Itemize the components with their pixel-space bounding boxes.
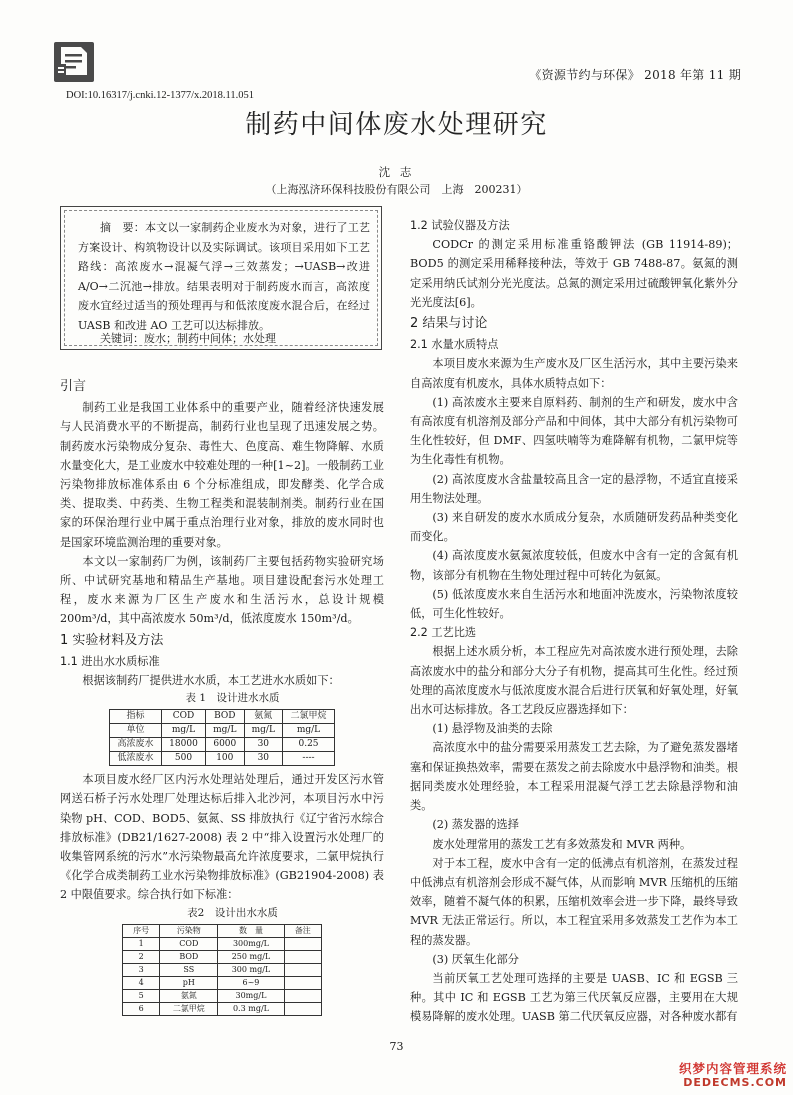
section-2-2-paragraph: 根据上述水质分析，本工程应先对高浓废水进行预处理，去除高浓废水中的盐分和部分大分子有机物，提高其可生化性。经过预处理的高浓度废水与低浓度废水混合后进行厌氧和好氧处理，好氧出水可达标排放。各工艺段反应器选择如下： [410,645,738,717]
table-2-caption: 表2 设计出水水质 [187,906,278,919]
table-row [123,950,322,963]
table-cell: 数 量 [218,924,284,937]
table-row [110,724,335,738]
table-cell: 单位 [110,724,162,738]
section-1-heading: 1 实验材料及方法 [60,632,164,648]
table-cell: 30mg/L [218,989,284,1002]
affiliation: （上海泓济环保科技股份有限公司 上海 200231） [265,183,528,196]
list-item: (3) 来自研发的废水水质成分复杂，水质随研发药品种类变化而变化。 [410,511,738,544]
table-cell [284,937,321,950]
table-cell: 500 [161,752,205,766]
section-2-1-paragraph: 本项目废水来源为生产废水及厂区生活污水，其中主要污染来自高浓度有机废水，具体水质特点如下： [410,357,738,390]
section-2-1-heading: 2.1 水量水质特点 [410,338,499,352]
journal-logo-icon [52,40,96,84]
paper-title: 制药中间体废水处理研究 [245,110,548,140]
table-cell [284,963,321,976]
keywords: 关键词：废水；制药中间体；水处理 [100,332,276,345]
list-item: (5) 低浓度废水来自生活污水和地面冲洗废水，污染物浓度较低，可生化性较好。 [410,587,738,621]
intro-heading: 引言 [60,379,87,394]
table-cell: 高浓废水 [110,738,162,752]
section-1-2-heading: 1.2 试验仪器及方法 [410,219,510,232]
table-row [123,963,322,976]
table-row [123,937,322,950]
table-cell: 5 [123,989,160,1002]
table-row [110,752,335,766]
table-cell: 二氯甲烷 [160,1002,218,1015]
table-cell: mg/L [283,724,335,738]
subsection-3-paragraph: 当前厌氧工艺处理可选择的主要是 UASB、IC 和 EGSB 三种。其中 IC 和 EGSB 工艺为第三代厌氧反应器，主要用在大规模易降解的废水处理。UASB 第二代厌氧反应器，对各种废水都有 [410,971,738,1024]
table-row [123,1002,322,1015]
subsection-3-heading: (3) 厌氧生化部分 [432,952,519,966]
subsection-2-paragraph-1: 废水处理常用的蒸发工艺有多效蒸发和 MVR 两种。 [432,837,692,851]
table-cell: 18000 [161,738,205,752]
section-2-heading: 2 结果与讨论 [410,316,488,332]
table-cell: 300mg/L [218,937,284,950]
table-row [123,924,322,937]
after-table-1-paragraph: 本项目废水经厂区内污水处理站处理后，通过开发区污水管网送石桥子污水处理厂处理达标后排入北沙河，本项目污水中污染物 pH、COD、BOD5、氨氮、SS 排放执行《辽宁省污水综合排放标准》(DB21/1627-2008) 表 2 中“排入设置污水处理厂的收集管网系统的污水”水污染物最高允许浓度要求，二氯甲烷执行《化学合成类制药工业水污染物排放标准》(GB21904-2008) 表 2 中限值要求。综合执行如下标准： [60,773,384,902]
intro-paragraph-2: 本文以一家制药厂为例，该制药厂主要包括药物实验研究场所、中试研究基地和精品生产基地。项目建设配套污水处理工程，废水来源为厂区生产废水和生活污水，总设计规模 200m³/d，其中高浓废水 50m³/d，低浓度废水 150m³/d。 [60,554,384,626]
table-cell: 氨氮 [160,989,218,1002]
section-1-1-heading: 1.1 进出水水质标准 [60,654,160,668]
table-row [123,976,322,989]
table-cell [284,950,321,963]
intro-paragraph-1: 制药工业是我国工业体系中的重要产业，随着经济快速发展与人民消费水平的不断提高，制药行业也呈现了迅速发展之势。制药废水污染物成分复杂、毒性大、色度高、难生物降解、水质水量变化大，是工业废水中较难处理的一种[1~2]。一般制药工业污染物排放标准体系由 6 个分标准组成，即发酵类、化学合成类、提取类、中药类、生物工程类和混装制剂类。制药行业在国家的环保治理行业中属于重点治理行业对象，排放的废水同时也是国家环境监测治理的重要对象。 [60,401,384,549]
table-cell: 二氯甲烷 [283,710,335,724]
watermark-line-2: DEDECMS.COM [683,1076,787,1089]
left-column [60,375,384,1020]
table-cell: 6 [123,1002,160,1015]
table-cell: mg/L [244,724,282,738]
subsection-1-heading: (1) 悬浮物及油类的去除 [432,722,553,736]
table-cell: COD [161,710,205,724]
table-cell: 0.25 [283,738,335,752]
table-cell [284,976,321,989]
table-row [110,738,335,752]
right-column [410,216,738,1027]
table-cell: 序号 [123,924,160,937]
list-item: (1) 高浓废水主要来自原料药、制剂的生产和研发，废水中含有高浓度有机溶剂及部分产品和中间体，其中大部分有机污染物可生化性较好，但 DMF、四氢呋喃等为难降解有机物，二氯甲烷等为生化毒性有机物。 [410,395,738,467]
subsection-1-paragraph: 高浓度水中的盐分需要采用蒸发工艺去除，为了避免蒸发器堵塞和保证换热效率，需要在蒸发之前去除废水中悬浮物和油类。根据同类废水处理经验，本工程采用混凝气浮工艺去除悬浮物和油类。 [410,741,738,813]
list-item: (2) 高浓度废水含盐量较高且含一定的悬浮物，不适宜直接采用生物法处理。 [410,472,738,505]
table-cell: mg/L [161,724,205,738]
page-number: 73 [389,1040,404,1053]
table-cell: pH [160,976,218,989]
subsection-2-paragraph-2: 对于本工程，废水中含有一定的低沸点有机溶剂，在蒸发过程中低沸点有机溶剂会形成不凝气体，从而影响 MVR 压缩机的压缩效率，随着不凝气体的积累，压缩机效率会进一步下降，最终导致 MVR 无法正常运行。所以，本工程宜采用多效蒸发工艺作为本工程的蒸发器。 [410,856,738,947]
list-item: (4) 高浓度废水氨氮浓度较低，但废水中含有一定的含氮有机物，该部分有机物在生物处理过程中可转化为氨氮。 [410,549,738,582]
table-row [110,710,335,724]
table-cell: 备注 [284,924,321,937]
table-cell: 3 [123,963,160,976]
table-cell: SS [160,963,218,976]
table-cell: 100 [206,752,244,766]
table-1 [109,709,335,766]
table-cell: 6~9 [218,976,284,989]
table-cell: 0.3 mg/L [218,1002,284,1015]
table-cell: BOD [160,950,218,963]
table-cell: 250 mg/L [218,950,284,963]
table-cell: COD [160,937,218,950]
watermark [679,1062,787,1090]
table-cell: 2 [123,950,160,963]
table-cell: 氨氮 [244,710,282,724]
author: 沈 志 [378,165,415,179]
table-cell: 4 [123,976,160,989]
table-row [123,989,322,1002]
subsection-2-heading: (2) 蒸发器的选择 [432,818,519,832]
table-cell: 指标 [110,710,162,724]
table-cell: 300 mg/L [218,963,284,976]
section-2-2-heading: 2.2 工艺比选 [410,626,477,640]
table-cell: 低浓废水 [110,752,162,766]
table-cell: 30 [244,738,282,752]
watermark-line-1: 织梦内容管理系统 [678,1061,787,1076]
table-cell [284,989,321,1002]
table-1-caption: 表 1 设计进水水质 [185,692,280,705]
journal-name: 《资源节约与环保》 2018 年第 11 期 [529,68,741,82]
table-cell: 6000 [206,738,244,752]
section-1-1-paragraph: 根据该制药厂提供进水水质，本工艺进水水质如下： [82,674,340,688]
doi: DOI:10.16317/j.cnki.12-1377/x.2018.11.051 [66,90,255,101]
table-cell: BOD [206,710,244,724]
abstract-text: 摘 要：本文以一家制药企业废水为对象，进行了工艺方案设计、构筑物设计以及实际调试。该项目采用如下工艺路线：高浓废水→混凝气浮→三效蒸发；→UASB→改进 A/O→二沉池→排放。结果表明对于制药废水而言，高浓度废水宜经过适当的预处理再与和低浓度废水混合后，在经过 UASB 和改进 AO 工艺可以达标排放。 [78,221,370,332]
section-1-2-paragraph: CODCr 的测定采用标准重铬酸钾法 (GB 11914-89)；BOD5 的测定采用稀释接种法，等效于 GB 7488-87。氨氮的测定采用纳氏试剂分光光度法。总氮的测定采用过硫酸钾氧化紫外分光光度法[6]。 [410,238,738,309]
table-cell [284,1002,321,1015]
table-cell: 污染物 [160,924,218,937]
table-cell: ---- [283,752,335,766]
table-cell: mg/L [206,724,244,738]
table-2 [122,924,322,1016]
table-cell: 30 [244,752,282,766]
table-cell: 1 [123,937,160,950]
